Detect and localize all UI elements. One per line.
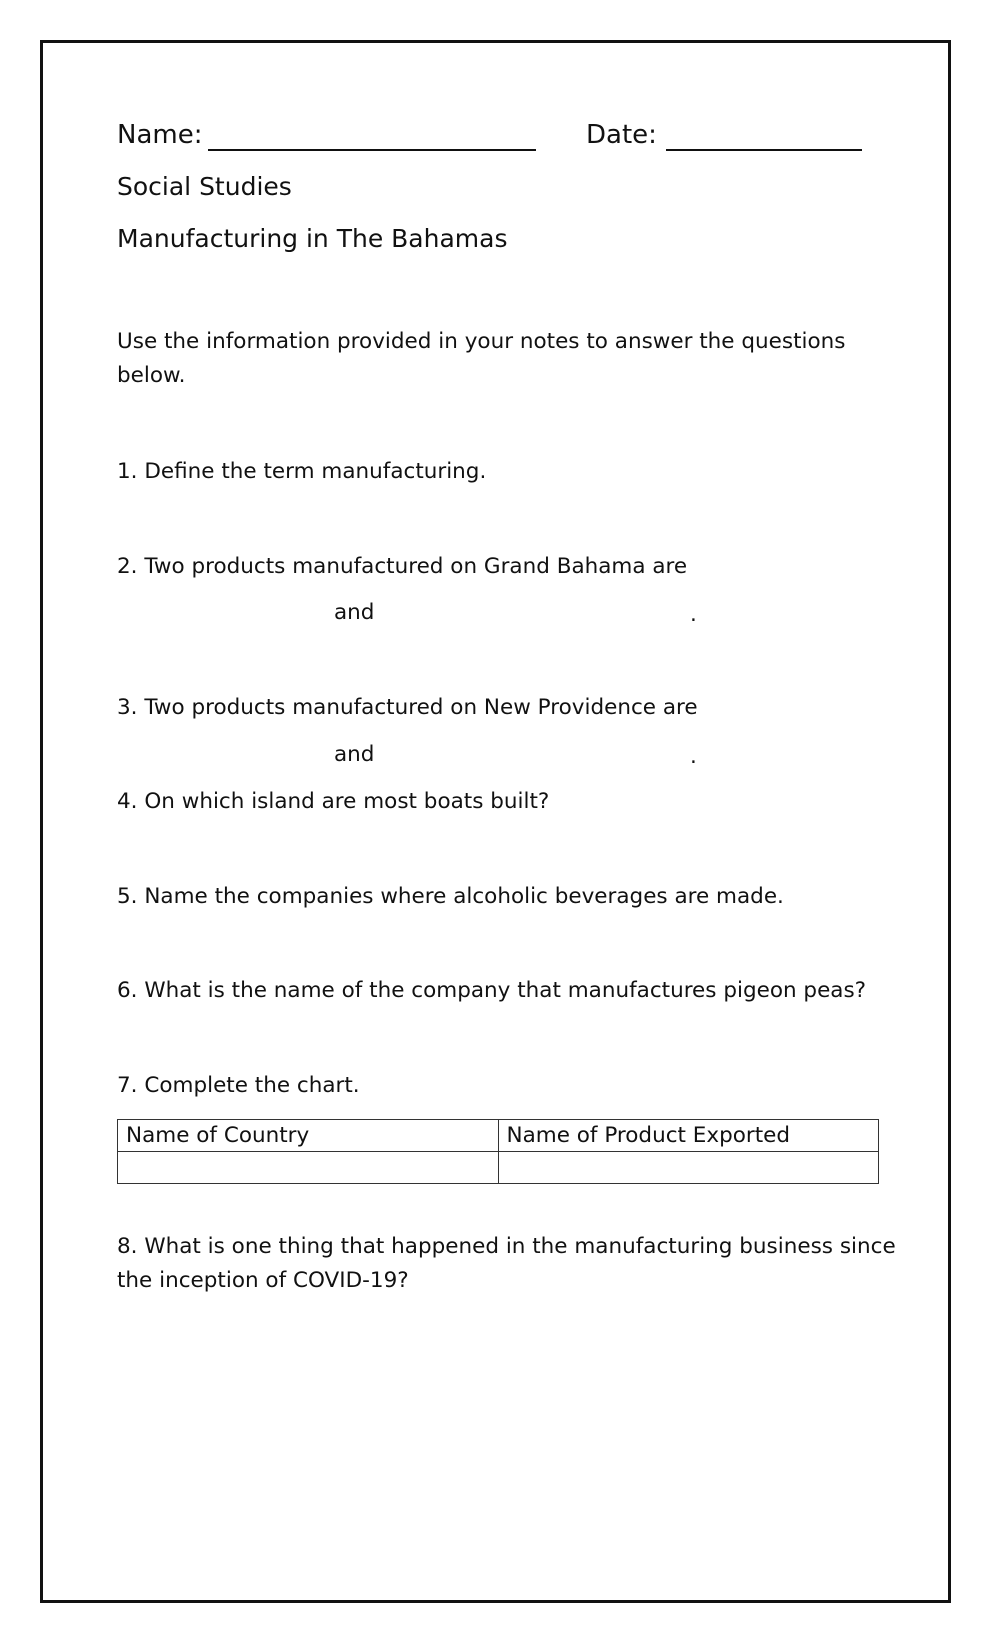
instructions: Use the information provided in your notes to answer the questions below.: [117, 329, 846, 388]
page-border: [40, 40, 951, 1603]
chart-header-country: Name of Country: [118, 1120, 499, 1152]
date-label: Date:: [586, 120, 657, 150]
name-label: Name:: [117, 120, 203, 150]
question-3: 3. Two products manufactured on New Providence are: [117, 695, 698, 720]
question-4: 4. On which island are most boats built?: [117, 789, 550, 814]
question-6: 6. What is the name of the company that manufactures pigeon peas?: [117, 978, 867, 1003]
chart-header-product: Name of Product Exported: [498, 1120, 879, 1152]
question-5: 5. Name the companies where alcoholic beverages are made.: [117, 884, 784, 909]
question-2-and: and: [334, 600, 375, 625]
question-1: 1. Define the term manufacturing.: [117, 459, 487, 484]
chart-row: [118, 1152, 879, 1184]
question-2-period: .: [690, 602, 697, 627]
date-blank-line[interactable]: [666, 149, 862, 151]
chart-header-row: [118, 1120, 879, 1152]
question-8-line-1: 8. What is one thing that happened in the manufacturing business since: [117, 1234, 896, 1259]
question-3-period: .: [690, 744, 697, 769]
question-7: 7. Complete the chart.: [117, 1073, 360, 1098]
question-8-line-2: the inception of COVID-19?: [117, 1268, 409, 1293]
chart-cell-product[interactable]: [498, 1152, 879, 1184]
country-product-chart: [117, 1119, 879, 1184]
page-title: Manufacturing in The Bahamas: [117, 224, 508, 253]
name-blank-line[interactable]: [208, 149, 536, 151]
question-2: 2. Two products manufactured on Grand Bahama are: [117, 554, 688, 579]
subject-heading: Social Studies: [117, 172, 292, 201]
question-3-and: and: [334, 742, 375, 767]
chart-cell-country[interactable]: [118, 1152, 499, 1184]
